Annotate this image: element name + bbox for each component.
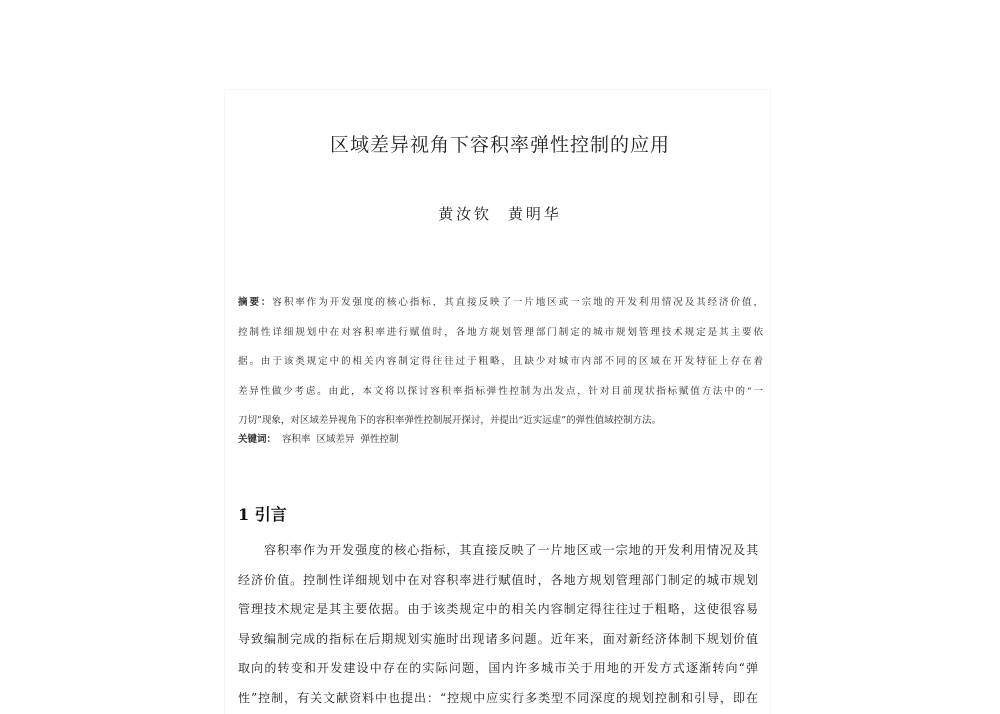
- section-heading: 1 引言: [238, 505, 287, 524]
- abstract-line: [238, 288, 763, 318]
- abstract-block: [238, 288, 763, 436]
- abstract-line: 控制性详细规划中在对容积率进行赋值时，各地方规划管理部门制定的城市规划管理技术规定是其主要依: [238, 326, 763, 338]
- abstract-line: 刀切”现象，对区域差异视角下的容积率弹性控制展开探讨，并提出“近实远虚”的弹性值域控制方法。: [238, 415, 662, 426]
- keyword: 弹性控制: [360, 434, 399, 445]
- body-line: 容积率作为开发强度的核心指标，其直接反映了一片地区或一宗地的开发利用情况及其: [264, 543, 758, 557]
- abstract-label: 摘要：: [238, 297, 273, 308]
- body-line: 经济价值。控制性详细规划中在对容积率进行赋值时，各地方规划管理部门制定的城市规划: [238, 572, 758, 587]
- section-body: [238, 536, 758, 713]
- keyword: 区域差异: [316, 434, 355, 445]
- abstract-line: 据。由于该类规定中的相关内容制定得往往过于粗略，且缺少对城市内部不同的区域在开发特征上存在着: [238, 356, 763, 367]
- abstract-text: 容积率作为开发强度的核心指标，其直接反映了一片地区或一宗地的开发利用情况及其经济价值，: [272, 297, 763, 308]
- author-list: [0, 203, 1000, 224]
- body-line: 性”控制，有关文献资料中也提出：“控规中应实行多类型不同深度的规划控制和引导，即在: [238, 690, 758, 705]
- abstract-line: 差异性做少考虑。由此，本文将以探讨容积率指标弹性控制为出发点，针对目前现状指标赋值方法中的“一: [238, 385, 763, 397]
- body-line: 管理技术规定是其主要依据。由于该类规定中的相关内容制定得往往过于粗略，这使很容易: [238, 602, 758, 616]
- body-line: 取向的转变和开发建设中存在的实际问题，国内许多城市关于用地的开发方式逐渐转向“弹: [238, 661, 758, 675]
- keyword: 容积率: [282, 434, 311, 445]
- paper-title: 区域差异视角下容积率弹性控制的应用: [329, 134, 670, 156]
- author-name: 黄汝钦: [438, 205, 493, 223]
- keywords-label: 关键词：: [238, 434, 277, 445]
- author-name: 黄明华: [507, 205, 562, 223]
- keywords-block: [238, 431, 399, 445]
- body-line: 导致编制完成的指标在后期规划实施时出现诸多问题。近年来，面对新经济体制下规划价值: [238, 631, 758, 646]
